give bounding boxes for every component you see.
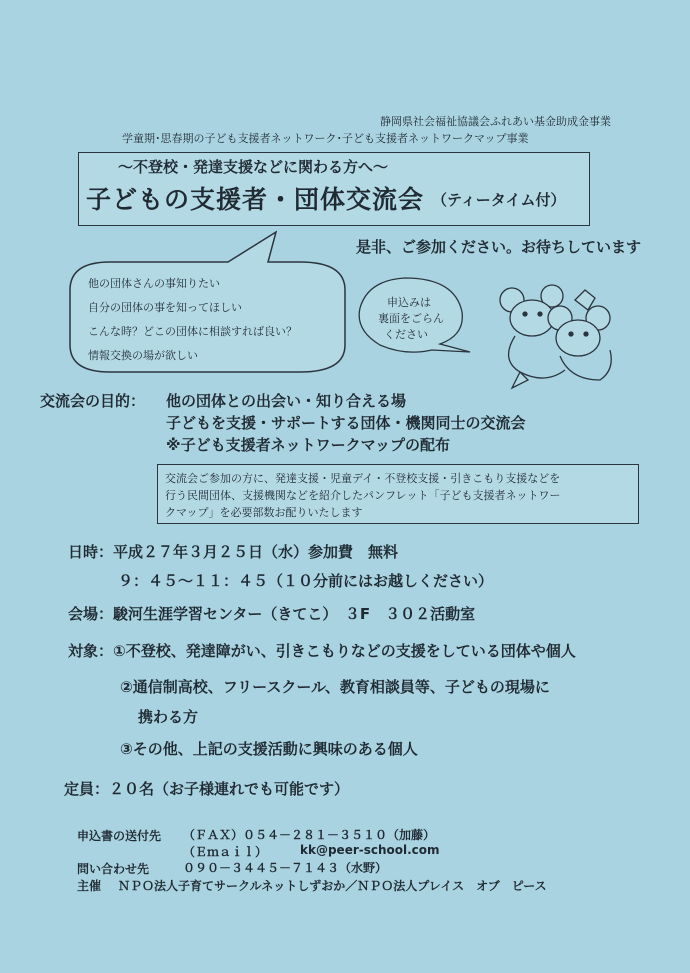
sponsor-line-2: 学童期･思春期の子ども支援者ネットワーク･子ども支援者ネットワークマップ事業 (122, 132, 529, 145)
invitation-text: 是非、ご参加ください。お待ちしています (356, 238, 642, 256)
sponsor-line-1: 静岡県社会福祉協議会ふれあい基金助成金事業 (380, 115, 611, 128)
event-date: 日時：平成２７年３月２５日（水）参加費 無料 (68, 543, 399, 561)
thought-line: 自分の団体の事を知ってほしい (88, 301, 242, 314)
event-time: ９：４５～１１：４５（１０分前にはお越しください） (118, 572, 494, 590)
event-venue: 会場：駿河生涯学習センター（きてこ） ３F ３０２活動室 (68, 605, 476, 623)
info-line: 交流会ご参加の方に、発達支援・児童デイ・不登校支援・引きこもり支援などを (165, 472, 561, 485)
tea-time-note: （ティータイム付） (432, 191, 566, 209)
info-line: 行う民間団体、支援機関などを紹介したパンフレット「子ども支援者ネットワー (165, 489, 561, 502)
event-title: 子どもの支援者・団体交流会 (86, 185, 425, 214)
purpose-line: ※子ども支援者ネットワークマップの配布 (166, 436, 450, 454)
thought-line: こんな時？どこの団体に相談すれば良い？ (88, 325, 297, 338)
thought-line: 他の団体さんの事知りたい (88, 277, 220, 290)
contact-phone: ０９０－３４４５－７１４３（水野） (183, 861, 388, 875)
fax-number: （ＦＡＸ）０５４－２８１－３５１０（加藤） (183, 828, 436, 842)
organizer-names: ＮＰＯ法人子育てサークルネットしずおか／ＮＰＯ法人プレイス オブ ピース (118, 879, 547, 893)
info-line: クマップ」を必要部数お配りいたします (165, 506, 363, 519)
target-item-2-continued: 携わる方 (138, 708, 199, 726)
mice-illustration (500, 285, 611, 388)
purpose-label: 交流会の目的： (40, 392, 146, 410)
purpose-line: 他の団体との出会い・知り合える場 (166, 392, 407, 410)
target-item-1: 対象：①不登校、発達障がい、引きこもりなどの支援をしている団体や個人 (68, 642, 576, 660)
event-subtitle: ～不登校・発達支援などに関わる方へ～ (118, 158, 389, 176)
email-address: kk@peer-school.com (300, 843, 440, 857)
fax-label: 申込書の送付先 (77, 829, 162, 843)
application-note-line: ください (384, 328, 428, 341)
target-item-2: ②通信制高校、フリースクール、教育相談員等、子どもの現場に (120, 678, 550, 696)
email-label: （Ｅｍａｉｌ） (183, 845, 268, 859)
application-note-line: 申込みは (387, 296, 431, 309)
contact-label: 問い合わせ先 (77, 862, 150, 876)
capacity: 定員：２０名（お子様連れでも可能です） (64, 780, 350, 798)
purpose-line: 子どもを支援・サポートする団体・機関同士の交流会 (166, 414, 526, 432)
organizer-label: 主催 (77, 879, 102, 893)
application-note-line: 裏面をごらん (378, 312, 444, 325)
target-item-3: ③その他、上記の支援活動に興味のある個人 (120, 740, 418, 758)
thought-line: 情報交換の場が欲しい (88, 349, 198, 362)
